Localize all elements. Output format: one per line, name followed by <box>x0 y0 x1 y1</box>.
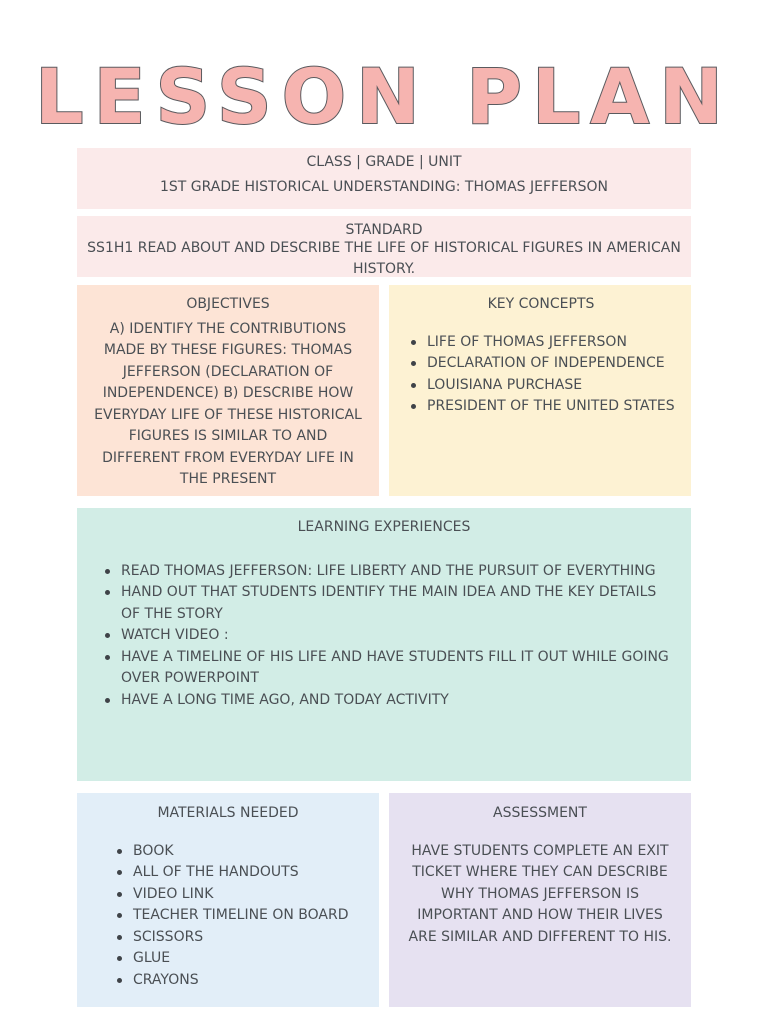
list-item: GLUE <box>113 948 367 970</box>
learning-experiences-heading: LEARNING EXPERIENCES <box>297 519 471 535</box>
objectives-text: A) IDENTIFY THE CONTRIBUTIONS MADE BY THESE FIGURES: THOMAS JEFFERSON (DECLARATION OF INDEPENDENCE) B) DESCRIBE HOW EVERYDAY LIFE OF THESE HISTORICAL FIGURES IS SIMILAR TO AND DIFFERENT FROM EVERYDAY LIFE IN THE PRESENT <box>94 320 362 487</box>
list-item: VIDEO LINK <box>113 884 367 906</box>
list-item: LOUISIANA PURCHASE <box>407 375 681 397</box>
standard-heading: STANDARD <box>345 222 423 238</box>
assessment-section <box>389 793 691 1007</box>
standard-text: SS1H1 READ ABOUT AND DESCRIBE THE LIFE OF HISTORICAL FIGURES IN AMERICAN HISTORY. <box>87 239 681 277</box>
list-item: DECLARATION OF INDEPENDENCE <box>407 353 681 375</box>
class-grade-unit-heading: CLASS | GRADE | UNIT <box>306 154 462 170</box>
key-concepts-heading: KEY CONCEPTS <box>487 296 595 312</box>
list-item: LIFE OF THOMAS JEFFERSON <box>407 332 681 354</box>
objectives-section <box>77 285 379 496</box>
materials-needed-section <box>77 793 379 1007</box>
materials-list <box>89 841 367 992</box>
standard-section <box>77 216 691 277</box>
materials-needed-heading: MATERIALS NEEDED <box>157 805 299 821</box>
list-item: CRAYONS <box>113 970 367 992</box>
list-item: SCISSORS <box>113 927 367 949</box>
list-item: HAND OUT THAT STUDENTS IDENTIFY THE MAIN IDEA AND THE KEY DETAILS OF THE STORY <box>101 582 677 625</box>
class-grade-unit-section <box>77 148 691 209</box>
list-item: BOOK <box>113 841 367 863</box>
class-grade-unit-value: 1ST GRADE HISTORICAL UNDERSTANDING: THOMAS JEFFERSON <box>159 178 609 195</box>
key-concepts-list <box>401 332 681 418</box>
list-item: ALL OF THE HANDOUTS <box>113 862 367 884</box>
key-concepts-section <box>389 285 691 496</box>
list-item: READ THOMAS JEFFERSON: LIFE LIBERTY AND THE PURSUIT OF EVERYTHING <box>101 561 677 583</box>
list-item: HAVE A LONG TIME AGO, AND TODAY ACTIVITY <box>101 690 677 712</box>
list-item: HAVE A TIMELINE OF HIS LIFE AND HAVE STUDENTS FILL IT OUT WHILE GOING OVER POWERPOINT <box>101 647 677 690</box>
list-item: PRESIDENT OF THE UNITED STATES <box>407 396 681 418</box>
list-item: WATCH VIDEO : <box>101 625 677 647</box>
learning-experiences-section <box>77 508 691 781</box>
page-title: LESSON PLAN <box>35 52 733 141</box>
objectives-heading: OBJECTIVES <box>186 296 270 312</box>
assessment-text: HAVE STUDENTS COMPLETE AN EXIT TICKET WHERE THEY CAN DESCRIBE WHY THOMAS JEFFERSON IS IMPORTANT AND HOW THEIR LIVES ARE SIMILAR AND DIFFERENT TO HIS. <box>408 842 672 945</box>
learning-experiences-list <box>91 561 677 712</box>
assessment-heading: ASSESSMENT <box>493 805 587 821</box>
list-item: TEACHER TIMELINE ON BOARD <box>113 905 367 927</box>
